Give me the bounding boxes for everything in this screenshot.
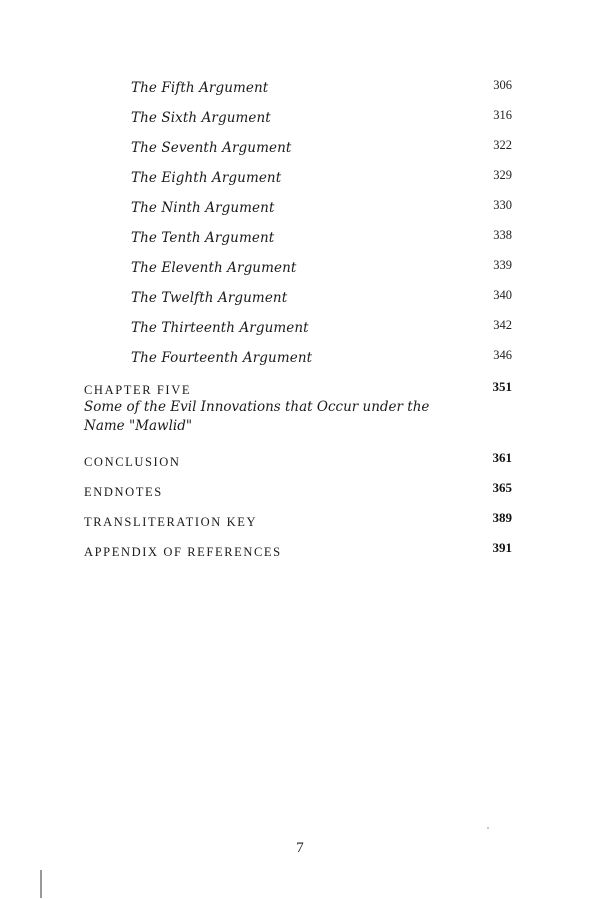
toc-entry-page: 306 [493,78,512,92]
toc-main-entry [84,510,516,537]
toc-entry-title: The Seventh Argument [131,140,292,156]
toc-main-entry [84,480,516,507]
toc-sub-entry [0,170,600,194]
toc-main-entry [84,540,516,567]
toc-entry-label: TRANSLITERATION KEY [84,515,258,529]
toc-sub-entry [0,230,600,254]
toc-sub-entry [0,80,600,104]
toc-entry-title: The Tenth Argument [131,230,275,246]
toc-entry-title: The Fourteenth Argument [131,350,313,366]
chapter-page-number: 351 [492,379,512,394]
toc-entry-page: 330 [493,198,512,212]
toc-entry-title: The Twelfth Argument [131,290,288,306]
chapter-heading: CHAPTER FIVE [84,383,192,397]
toc-main-entry [84,450,516,477]
toc-entry-page: 322 [493,138,512,152]
toc-sub-entry [0,350,600,374]
toc-entry-title: The Ninth Argument [131,200,275,216]
toc-sub-entry [0,290,600,314]
toc-entry-page: 365 [492,480,512,495]
toc-entry-page: 338 [493,228,512,242]
toc-entry-page: 342 [493,318,512,332]
toc-sub-entry [0,110,600,134]
toc-entry-page: 361 [492,450,512,465]
toc-entry-label: ENDNOTES [84,485,163,499]
toc-entry-title: The Eleventh Argument [131,260,297,276]
toc-entry-page: 340 [493,288,512,302]
toc-entry-title: The Eighth Argument [131,170,282,186]
chapter-subtitle: Some of the Evil Innovations that Occur under the Name "Mawlid" [84,399,430,434]
toc-entry-label: APPENDIX OF REFERENCES [84,545,282,559]
toc-entry-page: 391 [492,540,512,555]
toc-sub-entry [0,320,600,344]
toc-entry-page: 346 [493,348,512,362]
toc-sub-entry [0,260,600,284]
page-number: 7 [296,840,304,856]
toc-entry-page: 389 [492,510,512,525]
toc-entry-page: 329 [493,168,512,182]
scan-speck [487,827,489,829]
toc-entry-title: The Fifth Argument [131,80,269,96]
toc-entry-title: The Thirteenth Argument [131,320,309,336]
toc-entry-page: 339 [493,258,512,272]
toc-sub-entry [0,140,600,164]
toc-sub-entry [0,200,600,224]
scan-edge-mark [40,870,42,898]
toc-entry-page: 316 [493,108,512,122]
toc-chapter-five [84,379,516,436]
toc-entry-label: CONCLUSION [84,455,181,469]
toc-entry-title: The Sixth Argument [131,110,271,126]
